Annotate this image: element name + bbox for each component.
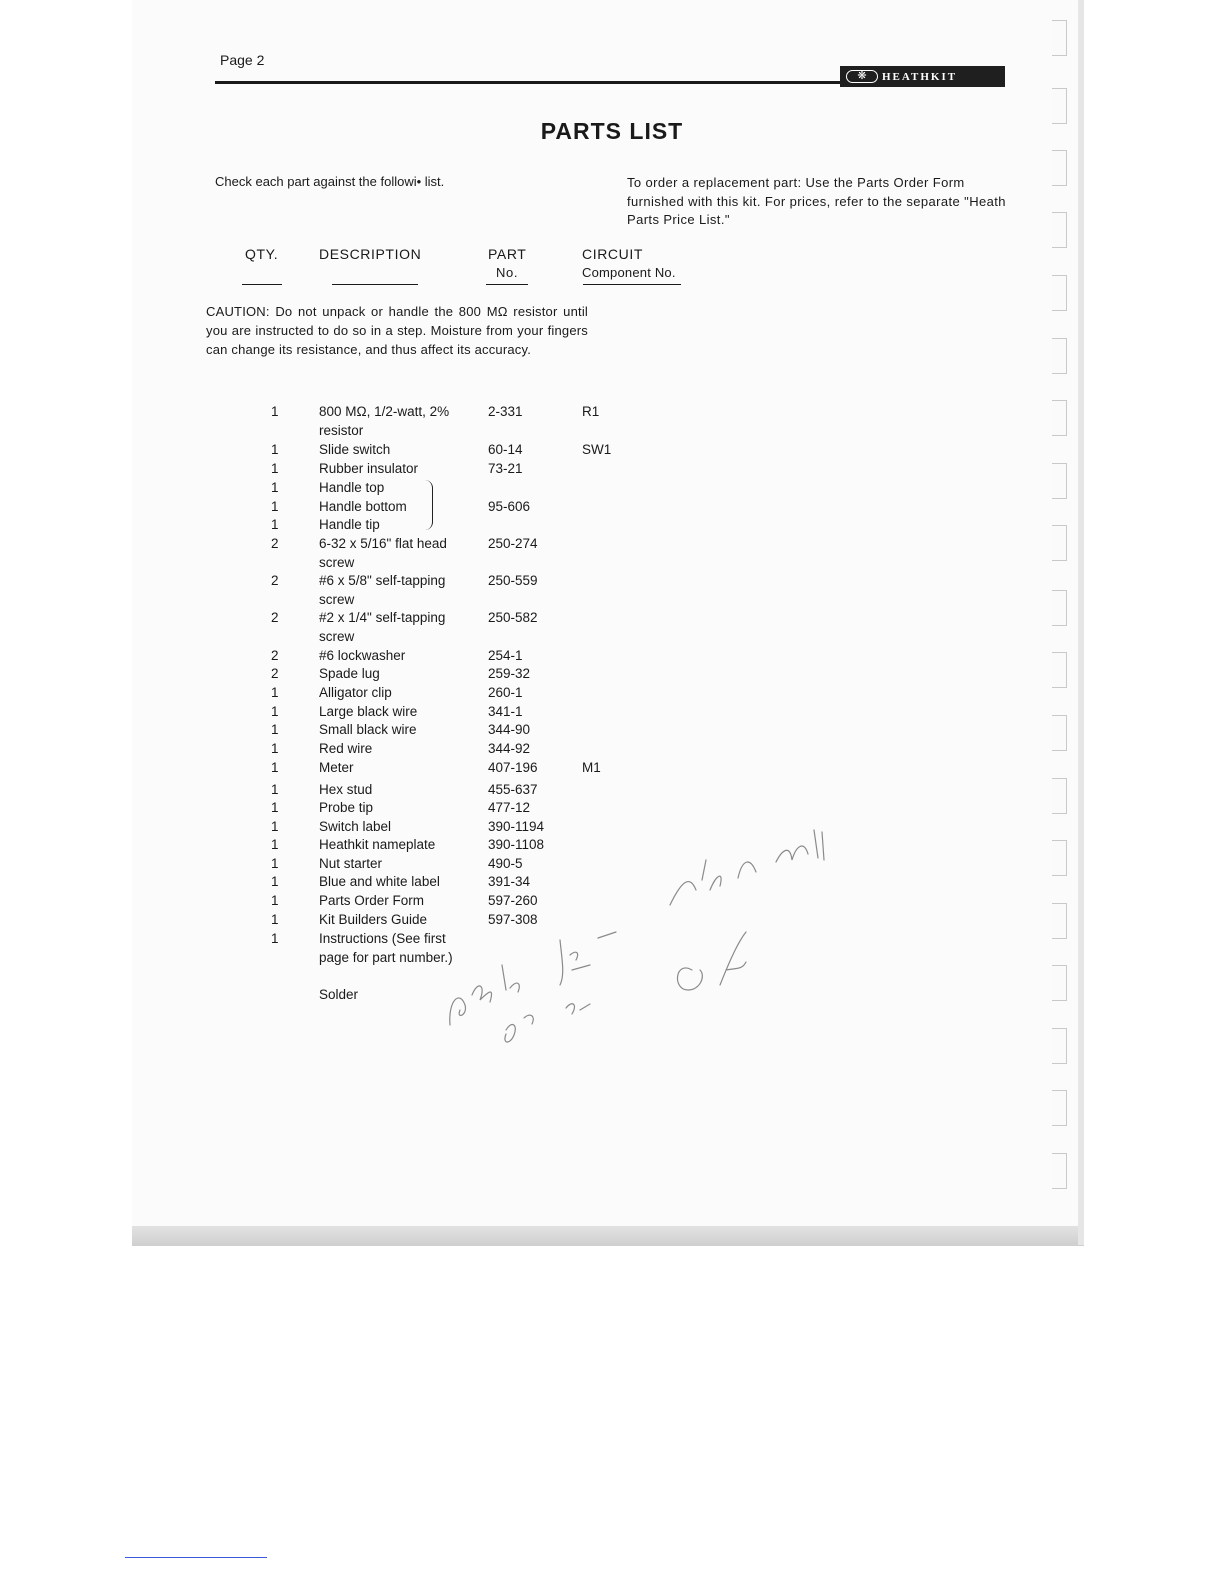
row-description: Blue and white label	[319, 874, 440, 889]
handwriting-stroke	[450, 998, 466, 1025]
row-part-number: 407-196	[488, 760, 538, 775]
row-description: Rubber insulator	[319, 461, 419, 476]
row-qty: 1	[271, 874, 279, 889]
row-qty: 1	[271, 704, 279, 719]
row-description: 6-32 x 5/16" flat head screw	[319, 536, 447, 570]
row-qty: 1	[271, 499, 279, 514]
row-qty: 1	[271, 782, 279, 797]
binder-tab	[1052, 965, 1067, 1001]
row-circuit-component: R1	[582, 404, 600, 419]
row-part-number: 95-606	[488, 499, 531, 514]
page-shadow	[132, 1226, 1084, 1246]
row-qty: 1	[271, 800, 279, 815]
row-part-number: 597-308	[488, 912, 538, 927]
header-underline	[332, 284, 418, 285]
binder-tab	[1052, 1090, 1067, 1126]
row-part-number: 60-14	[488, 442, 523, 457]
binder-tab	[1052, 590, 1067, 626]
binder-tab	[1052, 212, 1067, 248]
page-title: PARTS LIST	[540, 118, 684, 144]
row-qty: 1	[271, 685, 279, 700]
row-description: Solder	[319, 987, 359, 1002]
row-qty: 1	[271, 404, 279, 419]
binder-tab	[1052, 400, 1067, 436]
header-part-no: No.	[496, 265, 519, 280]
row-description: Handle tip	[319, 517, 380, 532]
intro-right-text: To order a replacement part: Use the Parts Order Form furnished with this kit. For prices, refer to the separate "Heath Parts Price List."	[627, 175, 1006, 227]
row-description: Small black wire	[319, 722, 417, 737]
row-circuit-component: M1	[582, 760, 601, 775]
grouping-brace	[424, 480, 433, 530]
row-description: Instructions (See first page for part number.)	[319, 931, 453, 965]
handwriting-stroke	[566, 1004, 590, 1014]
row-description: Slide switch	[319, 442, 391, 457]
binder-tab	[1052, 715, 1067, 751]
row-part-number: 254-1	[488, 648, 523, 663]
row-part-number: 73-21	[488, 461, 523, 476]
row-qty: 2	[271, 648, 279, 663]
binder-tab	[1052, 652, 1067, 688]
handwriting-stroke	[670, 882, 696, 905]
row-description: Switch label	[319, 819, 392, 834]
row-qty: 1	[271, 517, 279, 532]
row-qty: 1	[271, 912, 279, 927]
row-description: Meter	[319, 760, 354, 775]
row-qty: 1	[271, 741, 279, 756]
header-description: DESCRIPTION	[319, 246, 422, 262]
handwriting-stroke	[738, 862, 756, 878]
row-qty: 2	[271, 573, 279, 588]
row-qty: 2	[271, 610, 279, 625]
handwriting-stroke	[720, 932, 746, 985]
row-description: Handle bottom	[319, 499, 407, 514]
handwriting-stroke	[510, 983, 519, 992]
row-part-number: 260-1	[488, 685, 523, 700]
row-qty: 1	[271, 931, 279, 946]
binder-tab	[1052, 338, 1067, 374]
handwriting-stroke	[570, 952, 590, 970]
row-part-number: 344-92	[488, 741, 531, 756]
row-qty: 1	[271, 480, 279, 495]
header-part: PART	[488, 246, 527, 262]
row-description: Probe tip	[319, 800, 374, 815]
row-description: Handle top	[319, 480, 385, 495]
caution-text: CAUTION: Do not unpack or handle the 800 MΩ resistor until you are instructed to do so in a step. Moisture from your fingers can change its resistance, and thus affect its accuracy.	[206, 304, 588, 357]
row-part-number: 259-32	[488, 666, 531, 681]
row-part-number: 597-260	[488, 893, 538, 908]
row-qty: 1	[271, 722, 279, 737]
row-description: Heathkit nameplate	[319, 837, 436, 852]
row-part-number: 477-12	[488, 800, 531, 815]
row-description: Red wire	[319, 741, 373, 756]
row-qty: 1	[271, 819, 279, 834]
header-circuit: CIRCUIT	[582, 246, 643, 262]
handwriting-stroke	[814, 830, 824, 860]
row-part-number: 391-34	[488, 874, 531, 889]
binder-tab	[1052, 525, 1067, 561]
row-description: #6 lockwasher	[319, 648, 406, 663]
row-description: Kit Builders Guide	[319, 912, 428, 927]
row-description: #6 x 5/8" self-tapping screw	[319, 573, 446, 607]
row-qty: 2	[271, 536, 279, 551]
page-label: Page 2	[220, 52, 265, 68]
handwriting-stroke	[505, 1025, 515, 1042]
row-description: Hex stud	[319, 782, 373, 797]
row-qty: 1	[271, 760, 279, 775]
row-description: #2 x 1/4" self-tapping screw	[319, 610, 446, 644]
row-description: Parts Order Form	[319, 893, 425, 908]
binder-tab	[1052, 840, 1067, 876]
handwriting-stroke	[502, 965, 506, 990]
binder-tab	[1052, 463, 1067, 499]
row-description: Spade lug	[319, 666, 380, 681]
row-part-number: 390-1194	[488, 819, 545, 834]
row-description: Alligator clip	[319, 685, 392, 700]
row-part-number: 250-274	[488, 536, 538, 551]
row-description: Large black wire	[319, 704, 418, 719]
binder-tab	[1052, 20, 1067, 56]
intro-left-text: Check each part against the followi• list.	[215, 174, 445, 189]
binder-tab	[1052, 150, 1067, 186]
row-qty: 1	[271, 442, 279, 457]
binder-tab	[1052, 1153, 1067, 1189]
row-part-number: 250-559	[488, 573, 538, 588]
logo-text: HEATHKIT	[882, 70, 958, 83]
logo-emblem-icon: ❋	[846, 70, 878, 83]
row-qty: 1	[271, 856, 279, 871]
handwriting-stroke	[560, 940, 563, 985]
row-qty: 2	[271, 666, 279, 681]
handwriting-stroke	[598, 932, 616, 938]
header-component-no: Component No.	[582, 265, 676, 280]
heathkit-logo	[840, 66, 1005, 87]
row-part-number: 341-1	[488, 704, 523, 719]
row-part-number: 2-331	[488, 404, 523, 419]
handwriting-stroke	[472, 986, 492, 1002]
binder-tab	[1052, 903, 1067, 939]
bottom-underline	[125, 1557, 267, 1558]
row-qty: 1	[271, 837, 279, 852]
row-description: Nut starter	[319, 856, 383, 871]
handwriting-stroke	[524, 1015, 533, 1024]
row-description: 800 MΩ, 1/2-watt, 2% resistor	[319, 404, 450, 438]
handwriting-stroke	[702, 860, 721, 890]
row-circuit-component: SW1	[582, 442, 612, 457]
row-part-number: 455-637	[488, 782, 538, 797]
row-qty: 1	[271, 461, 279, 476]
row-part-number: 344-90	[488, 722, 531, 737]
row-part-number: 390-1108	[488, 837, 545, 852]
binder-edge	[1078, 0, 1084, 1245]
header-underline	[486, 284, 528, 285]
row-qty: 1	[271, 893, 279, 908]
header-qty: QTY.	[245, 246, 279, 262]
binder-tab	[1052, 778, 1067, 814]
row-part-number: 490-5	[488, 856, 523, 871]
row-part-number: 250-582	[488, 610, 538, 625]
handwriting-stroke	[677, 968, 702, 990]
handwritten-note	[420, 820, 840, 1060]
binder-tab	[1052, 1028, 1067, 1064]
handwriting-stroke	[776, 846, 808, 862]
binder-tab	[1052, 275, 1067, 311]
header-underline	[583, 284, 681, 285]
header-underline	[242, 284, 282, 285]
